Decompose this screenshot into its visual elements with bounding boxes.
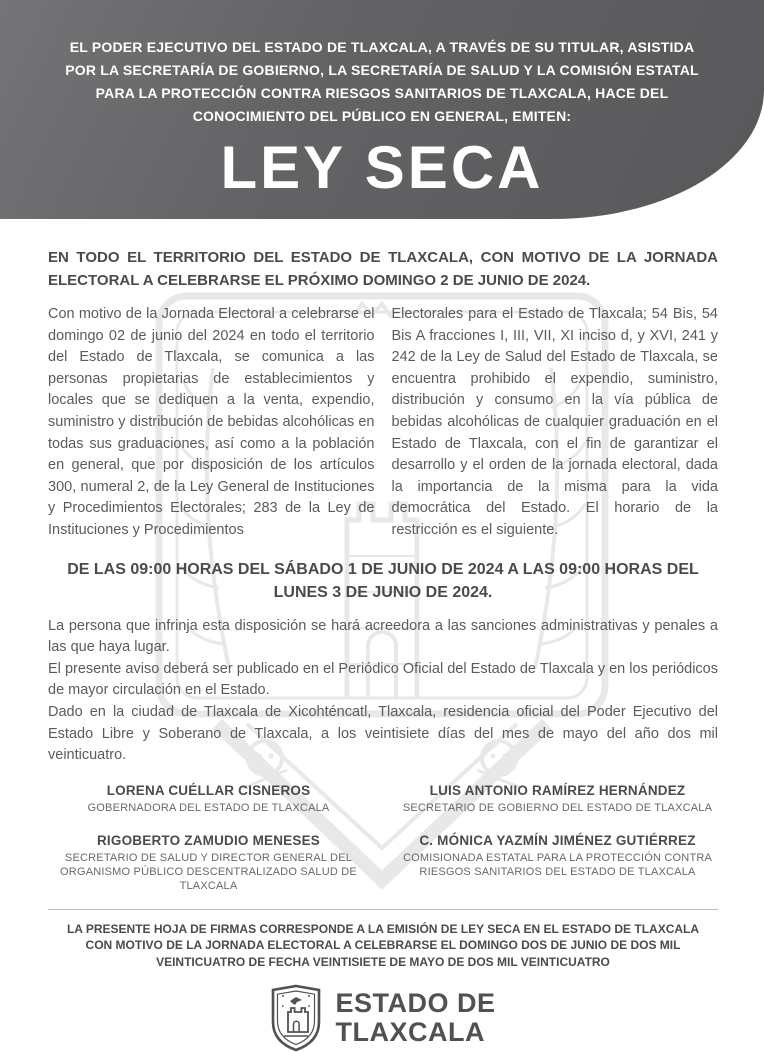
signature-name: LORENA CUÉLLAR CISNEROS — [106, 782, 311, 798]
document-body — [48, 219, 718, 1052]
signature-governor — [48, 783, 369, 815]
signature-name: LUIS ANTONIO RAMÍREZ HERNÁNDEZ — [429, 782, 686, 798]
column-left-text: Con motivo de la Jornada Electoral a celebrarse el domingo 02 de junio del 2024 en todo el territorio del Estado de Tlaxcala, se comunica a las personas propietarias de establecimientos y locales que se dediquen a la venta, expendio, suministro y distribución de bebidas alcohólicas en todas sus graduaciones, así como a la población en general, que por disposición de los artículos 300, numeral 2, de la Ley General de Instituciones y Procedimientos Electorales; 283 de la Ley de Instituciones y Procedimientos — [48, 306, 375, 538]
signature-health-commissioner — [397, 833, 718, 893]
signature-government-secretary — [397, 783, 718, 815]
state-logo — [48, 984, 718, 1052]
state-logo-wordmark — [335, 989, 495, 1047]
banner-intro-text: EL PODER EJECUTIVO DEL ESTADO DE TLAXCALA, A TRAVÉS DE SU TITULAR, ASISTIDA POR LA SECRETARÍA DE GOBIERNO, LA SECRETARÍA DE SALUD Y LA COMISIÓN ESTATAL PARA LA PROTECCIÓN CONTRA RIESGOS SANITARIOS DE TLAXCALA, HACE DEL CONOCIMIENTO DEL PÚBLICO EN GENERAL, EMITEN: — [65, 39, 699, 124]
paragraph-sanctions: La persona que infrinja esta disposición se hará acreedora a las sanciones administrativas y penales a las que haya lugar. — [48, 617, 718, 656]
signature-block — [48, 783, 718, 893]
logo-line-1: ESTADO DE — [335, 988, 496, 1019]
subtitle-heading: EN TODO EL TERRITORIO DEL ESTADO DE TLAXCALA, CON MOTIVO DE LA JORNADA ELECTORAL A CELEBRARSE EL PRÓXIMO DOMINGO 2 DE JUNIO DE 2024. — [48, 249, 718, 289]
header-banner — [0, 0, 764, 219]
signature-title: COMISIONADA ESTATAL PARA LA PROTECCIÓN CONTRA RIESGOS SANITARIOS DEL ESTADO DE TLAXCALA — [402, 851, 713, 878]
signature-page-note: LA PRESENTE HOJA DE FIRMAS CORRESPONDE A LA EMISIÓN DE LEY SECA EN EL ESTADO DE TLAXCALA CON MOTIVO DE LA JORNADA ELECTORAL A CELEBRARSE EL DOMINGO DOS DE JUNIO DE DOS MIL VEINTICUATRO DE FECHA VEINTISIETE DE MAYO DE DOS MIL VEINTICUATRO — [66, 921, 700, 969]
signature-title: GOBERNADORA DEL ESTADO DE TLAXCALA — [87, 801, 330, 814]
two-column-text — [48, 304, 718, 542]
signature-name: C. MÓNICA YAZMÍN JIMÉNEZ GUTIÉRREZ — [419, 832, 696, 848]
signature-name: RIGOBERTO ZAMUDIO MENESES — [96, 832, 321, 848]
tlaxcala-shield-icon — [270, 984, 322, 1052]
paragraph-issued: Dado en la ciudad de Tlaxcala de Xicohténcatl, Tlaxcala, residencia oficial del Poder Ejecutivo del Estado Libre y Soberano de Tlaxcala, a los veintisiete días del mes de mayo del año dos mil veinticuatro. — [48, 703, 718, 764]
signature-health-secretary — [48, 833, 369, 893]
page-title: LEY SECA — [220, 134, 544, 201]
signature-separator-line — [48, 909, 718, 910]
restriction-schedule-heading: DE LAS 09:00 HORAS DEL SÁBADO 1 DE JUNIO DE 2024 A LAS 09:00 HORAS DEL LUNES 3 DE JUNIO DE 2024. — [67, 560, 699, 601]
legal-paragraphs — [48, 616, 718, 767]
column-right-text: Electorales para el Estado de Tlaxcala; 54 Bis, 54 Bis A fracciones I, III, VII, XI inciso d, y XVI, 241 y 242 de la Ley de Salud del Estado de Tlaxcala, se encuentra prohibido el expendio, suministro, distribución y consumo en la vía pública de bebidas alcohólicas de cualquier graduación en el Estado de Tlaxcala, con el fin de garantizar el desarrollo y el orden de la jornada electoral, dada la importancia de la misma para la vida democrática del Estado. El horario de la restricción es el siguiente. — [391, 306, 718, 538]
signature-title: SECRETARIO DE SALUD Y DIRECTOR GENERAL DEL ORGANISMO PÚBLICO DESCENTRALIZADO SALUD DE TLAXCALA — [60, 851, 357, 892]
logo-line-2: TLAXCALA — [335, 1017, 485, 1048]
signature-title: SECRETARIO DE GOBIERNO DEL ESTADO DE TLAXCALA — [402, 801, 713, 814]
paragraph-publication: El presente aviso deberá ser publicado en el Periódico Oficial del Estado de Tlaxcala y en los periódicos de mayor circulación en el Estado. — [48, 660, 718, 699]
